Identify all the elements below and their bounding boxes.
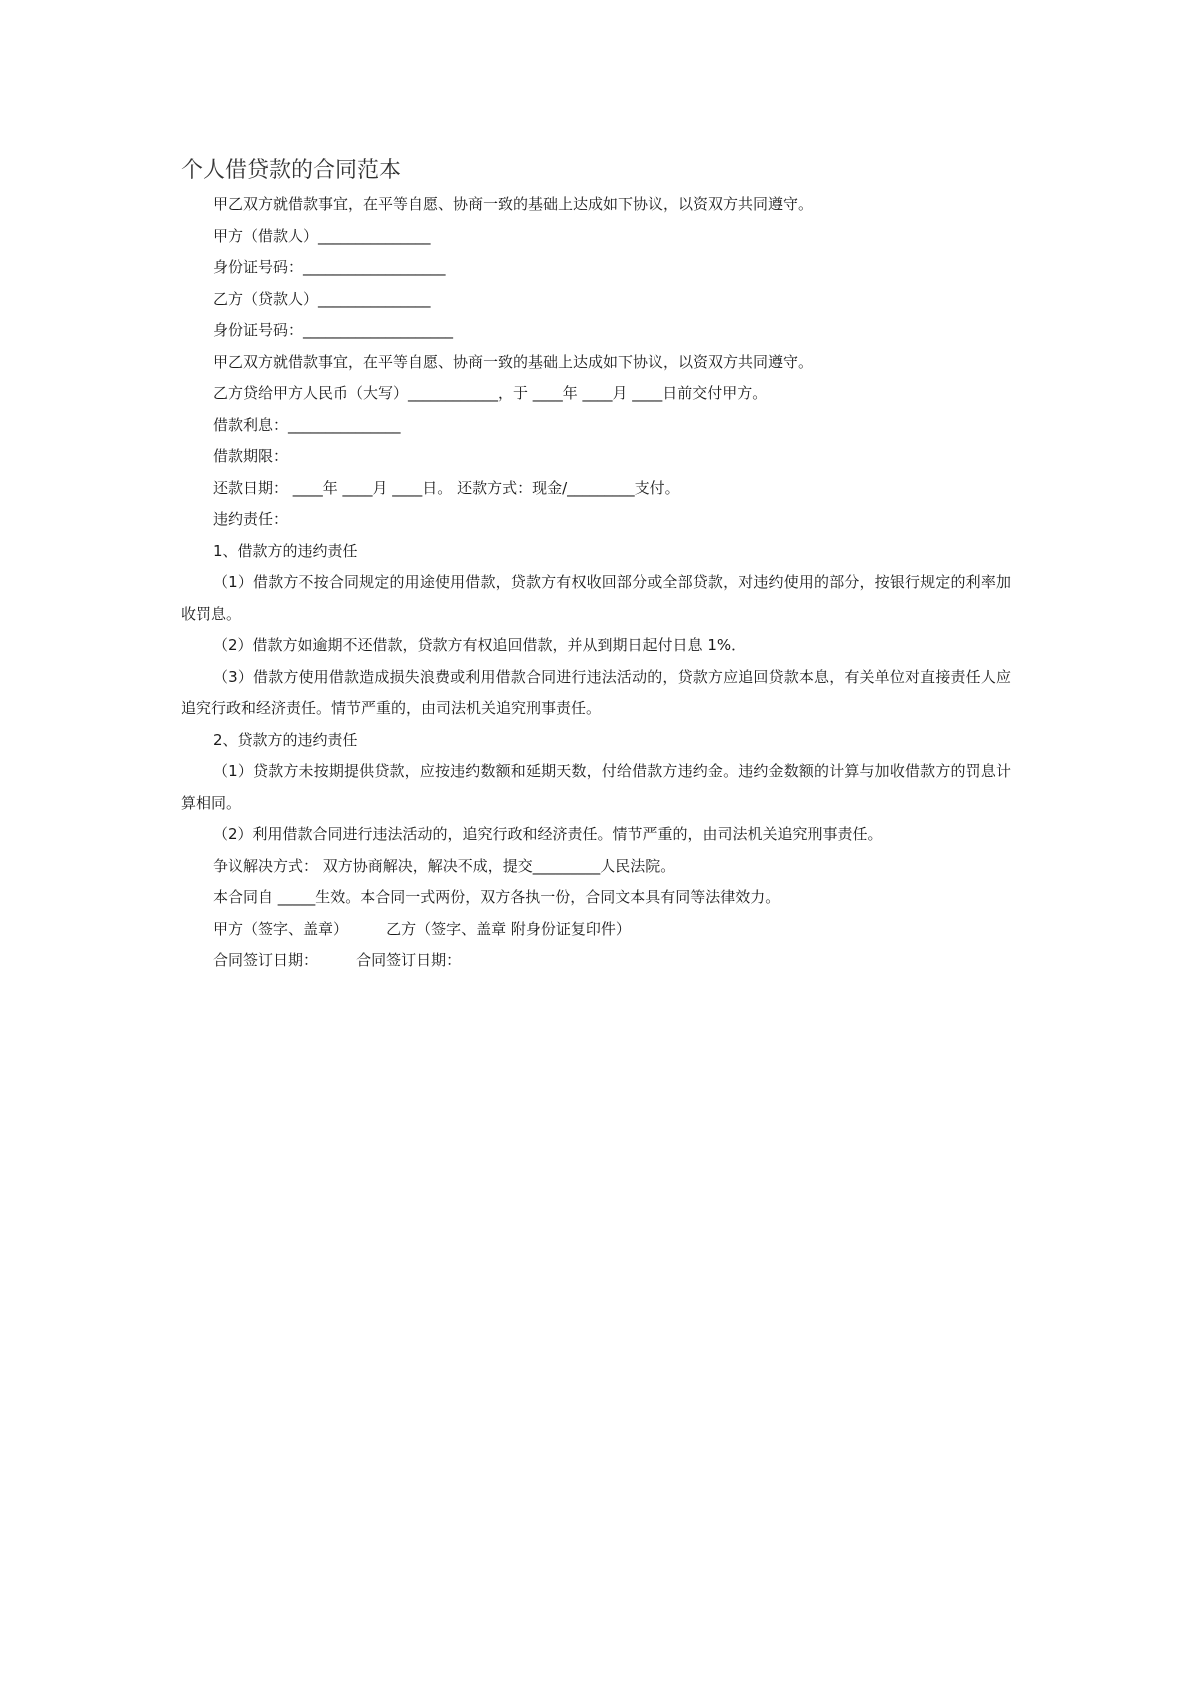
lender-liability-heading: 2、贷款方的违约责任 [213,730,358,749]
document-title: 个人借贷款的合同范本 [181,158,402,183]
loan-interest-line: 借款利息：_______________ [213,415,401,434]
borrower-liability-clause-3: （3）借款方使用借款造成损失浪费或利用借款合同进行违法活动的，贷款方应追回贷款本息，有关单位对直接责任人应追究行政和经济责任。情节严重的，由司法机关追究刑事责任。 [181,667,1011,717]
borrower-liability-clause-1: （1）借款方不按合同规定的用途使用借款，贷款方有权收回部分或全部贷款，对违约使用的部分，按银行规定的利率加收罚息。 [181,573,1011,623]
dispute-resolution-line: 争议解决方式： 双方协商解决，解决不成，提交_________人民法院。 [213,856,676,875]
party-a-id-number-line: 身份证号码：___________________ [213,258,446,276]
loan-amount-line: 乙方贷给甲方人民币（大写）____________，于 ____年 ____月 ____日前交付甲方。 [213,384,768,402]
borrower-liability-heading: 1、借款方的违约责任 [213,541,358,560]
liability-heading: 违约责任： [213,510,289,528]
party-a-borrower-line: 甲方（借款人）_______________ [213,226,431,245]
lender-liability-clause-2: （2）利用借款合同进行违法活动的，追究行政和经济责任。情节严重的，由司法机关追究刑事责任。 [213,825,883,843]
document-body [181,155,1011,977]
preamble-line: 甲乙双方就借款事宜，在平等自愿、协商一致的基础上达成如下协议，以资双方共同遵守。 [213,195,814,213]
signature-line: 甲方（签字、盖章） 乙方（签字、盖章 附身份证复印件） [213,919,631,938]
loan-term-line: 借款期限： [213,447,289,465]
signing-date-line: 合同签订日期： 合同签订日期： [213,951,462,969]
party-b-id-number-line: 身份证号码：____________________ [213,321,454,339]
agreement-line: 甲乙双方就借款事宜，在平等自愿、协商一致的基础上达成如下协议，以资双方共同遵守。 [213,352,814,371]
repayment-line: 还款日期： ____年 ____月 ____日。 还款方式：现金/_________支付。 [213,478,680,497]
effectiveness-line: 本合同自 _____生效。本合同一式两份，双方各执一份，合同文本具有同等法律效力。 [213,888,781,906]
party-b-lender-line: 乙方（贷款人）_______________ [213,289,431,308]
lender-liability-clause-1: （1）贷款方未按期提供贷款，应按违约数额和延期天数，付给借款方违约金。违约金数额的计算与加收借款方的罚息计算相同。 [181,762,1011,812]
borrower-liability-clause-2: （2）借款方如逾期不还借款，贷款方有权追回借款，并从到期日起付日息 1%． [213,636,747,654]
